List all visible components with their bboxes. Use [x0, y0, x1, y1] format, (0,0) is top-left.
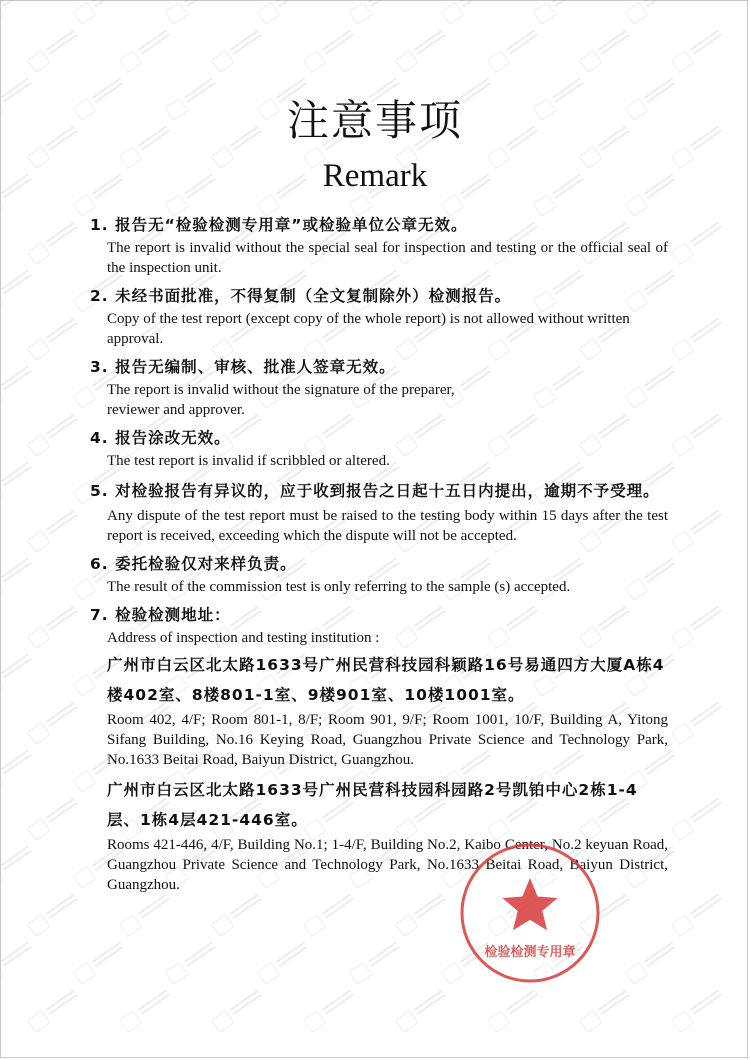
- remark-item-5: [90, 476, 668, 546]
- item-en: Address of inspection and testing institution :: [107, 630, 380, 646]
- item-zh: 报告无编制、审核、批准人签章无效。: [115, 358, 396, 376]
- item-en: The result of the commission test is only referring to the sample (s) accepted.: [107, 579, 571, 595]
- remark-item-4: [90, 425, 668, 471]
- item-number: 7.: [90, 606, 109, 624]
- item-zh: 委托检验仅对来样负责。: [115, 555, 297, 573]
- address-1-zh: 广州市白云区北太路1633号广州民营科技园科颖路16号易通四方大厦A栋4楼402室、8楼801-1室、9楼901室、10楼1001室。: [107, 656, 665, 704]
- item-en: The test report is invalid if scribbled or altered.: [107, 453, 390, 469]
- item-en-line: reviewer and approver.: [107, 402, 245, 418]
- item-en: Copy of the test report (except copy of the whole report) is not allowed without written approval.: [107, 311, 630, 347]
- item-en-line: The report is invalid without the signature of the preparer,: [107, 382, 455, 398]
- item-zh: 对检验报告有异议的，应于收到报告之日起十五日内提出，逾期不予受理。: [115, 482, 660, 500]
- title-zh: 注意事项: [286, 96, 463, 145]
- stamp-label: 检验检测专用章: [484, 945, 576, 960]
- address-1-en: Room 402, 4/F; Room 801-1, 8/F; Room 901, 9/F; Room 1001, 10/F, Building A, Yitong Sifang Building, No.16 Keying Road, Guangzhou Private Science and Technology Park, No.1633 Beitai Road, Baiyun District, Guangzhou.: [107, 712, 668, 768]
- item-zh: 未经书面批准，不得复制（全文复制除外）检测报告。: [115, 287, 512, 305]
- item-number: 4.: [90, 429, 109, 447]
- item-en: Any dispute of the test report must be raised to the testing body within 15 days after the test report is received, exceeding which the dispute will not be accepted.: [107, 508, 668, 544]
- remark-item-2: [90, 283, 668, 349]
- address-2-en: Rooms 421-446, 4/F, Building No.1; 1-4/F, Building No.2, Kaibo Center, No.2 keyuan Road, Guangzhou Private Science and Technology Park, No.1633 Beitai Road, Baiyun District, Guangzhou.: [107, 837, 668, 893]
- item-zh: 检验检测地址：: [115, 606, 231, 624]
- item-number: 5.: [90, 482, 109, 500]
- item-en: The report is invalid without the special seal for inspection and testing or the official seal of the inspection unit.: [107, 240, 668, 276]
- item-en: [90, 380, 668, 420]
- remark-item-6: [90, 551, 668, 597]
- remark-item-7: [90, 602, 668, 895]
- item-number: 1.: [90, 216, 109, 234]
- address-2-zh: 广州市白云区北太路1633号广州民营科技园科园路2号凯铂中心2栋1-4层、1栋4层421-446室。: [107, 781, 638, 829]
- remark-list: [90, 212, 668, 900]
- title-en: Remark: [322, 158, 428, 194]
- item-number: 6.: [90, 555, 109, 573]
- remark-item-1: [90, 212, 668, 278]
- item-zh: 报告涂改无效。: [115, 429, 231, 447]
- remark-item-3: [90, 354, 668, 420]
- item-number: 2.: [90, 287, 109, 305]
- item-number: 3.: [90, 358, 109, 376]
- item-zh: 报告无“检验检测专用章”或检验单位公章无效。: [115, 216, 468, 234]
